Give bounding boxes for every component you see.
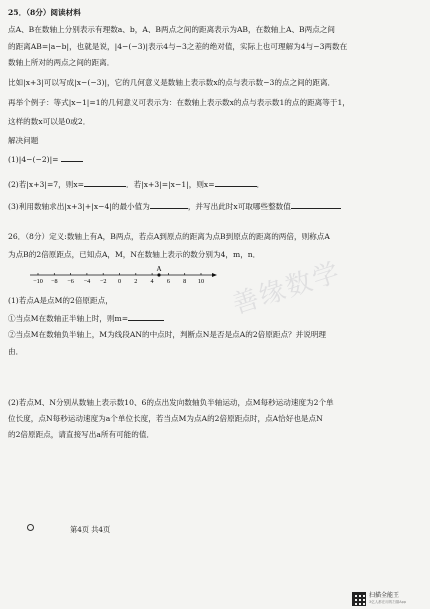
- binding-hole-icon: [27, 524, 34, 531]
- answer-blank[interactable]: [291, 200, 341, 209]
- answer-blank[interactable]: [61, 153, 83, 162]
- answer-blank[interactable]: [150, 200, 188, 209]
- tick-label: −2: [99, 278, 107, 285]
- tick-label: 4: [150, 278, 154, 285]
- page-footer: 第4页 共4页: [70, 525, 111, 534]
- q25-line-4: 比如|x+3|可以写成|x−(−3)|，它的几何意义是数轴上表示数x的点与表示数−3的点之间的距离．: [8, 78, 336, 87]
- q25-solve-heading: 解决问题: [8, 136, 39, 145]
- scanner-subtitle: 3亿人都在用的扫描App: [369, 600, 407, 604]
- q26-sub-2-line-2: 位长度，点N每秒运动速度为a个单位长度，若当点M为点A的2倍原距点时，点A恰好也是点N: [8, 414, 323, 423]
- arrow-right-icon: [212, 273, 217, 277]
- point-a-label: A: [156, 265, 162, 273]
- q25-line-2: 的距离AB=|a−b|，也就是说，|4−(−3)|表示4与−3之差的绝对值，实际上也可理解为4与−3两数在: [8, 42, 348, 51]
- qr-code-icon: [352, 592, 366, 606]
- q26-sub-1-1: ①当点M在数轴正半轴上时，则m=: [8, 312, 164, 324]
- q25-header: 25．（8分）阅读材料: [8, 8, 81, 17]
- tick-label: 8: [183, 278, 187, 285]
- q25-line-5: 再举个例子：等式|x−1|=1的几何意义可表示为：在数轴上表示数x的点与表示数1的点的距离等于1，: [8, 98, 350, 107]
- q25-sub-3: (3)利用数轴求出|x+3|+|x−4|的最小值为 ，并写出此时x可取哪些整数值: [8, 200, 341, 212]
- q25-sub-1: (1)|4−(−2)|=: [8, 153, 83, 165]
- q26-sub-1-2-line-2: 由．: [8, 347, 24, 356]
- q26-sub-1-2-line-1: ②当点M在数轴负半轴上，M为线段AN的中点时，判断点N是否是点A的2倍原距点？并说明理: [8, 330, 327, 339]
- answer-blank[interactable]: [128, 312, 164, 321]
- q26-line-2: 为点B的2倍原距点，已知点A，M，N在数轴上表示的数分别为4，m，n．: [8, 250, 261, 259]
- tick-label: −8: [51, 278, 58, 285]
- tick-label: −10: [33, 278, 43, 285]
- q25-line-6: 这样的数x可以是0或2．: [8, 117, 91, 126]
- number-line: [28, 265, 218, 285]
- q26-sub-1: (1)若点A是点M的2倍原距点，: [8, 296, 113, 305]
- answer-blank[interactable]: [215, 178, 257, 187]
- scanner-title: 扫描全能王: [369, 592, 400, 599]
- q25-line-3: 数轴上所对的两点之间的距离．: [8, 58, 115, 67]
- q26-sub-2-line-1: (2)若点M、N分别从数轴上表示数10、6的点出发向数轴负半轴运动，点M每秒运动速度为2个单: [8, 398, 334, 407]
- tick-label: 10: [197, 278, 205, 285]
- tick-label: 0: [117, 278, 122, 285]
- tick-label: −6: [67, 278, 74, 285]
- scanner-badge: [352, 592, 406, 606]
- q26-line-1: 26．（8分）定义:数轴上有A，B两点，若点A到原点的距离为点B到原点的距离的两倍，则称点A: [8, 232, 330, 241]
- tick-label: 2: [134, 278, 138, 285]
- q26-sub-2-line-3: 的2倍原距点，请直接写出a所有可能的值．: [8, 430, 155, 439]
- q25-sub-2: (2)若|x+3|=7，则x= ．若|x+3|=|x−1|，则x= ．: [8, 180, 265, 189]
- watermark: 善缘数学: [228, 257, 345, 321]
- q25-line-1: 点A、B在数轴上分别表示有理数a、b，A、B两点之间的距离表示为AB，在数轴上A、B两点之间: [8, 25, 336, 34]
- tick-label: −4: [83, 278, 91, 285]
- tick-label: 6: [166, 278, 170, 285]
- answer-blank[interactable]: [84, 178, 126, 187]
